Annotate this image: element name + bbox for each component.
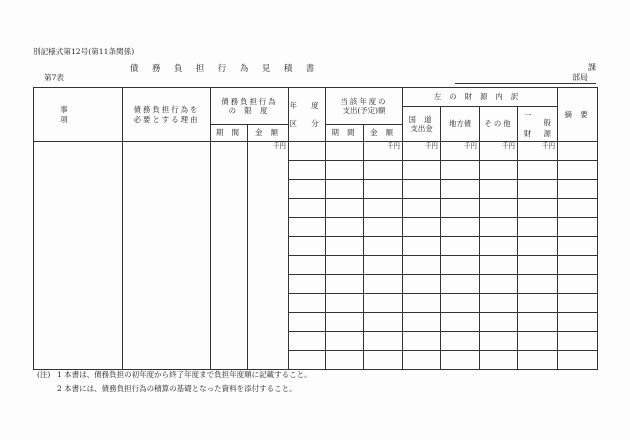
header-sources: 左の財源内訳 xyxy=(403,88,558,107)
table-cell xyxy=(289,256,326,275)
table-cell xyxy=(480,199,518,218)
table-cell xyxy=(441,180,480,199)
table-cell xyxy=(364,161,403,180)
table-cell xyxy=(441,294,480,313)
table-cell xyxy=(441,199,480,218)
table-cell xyxy=(518,199,558,218)
table-cell xyxy=(441,237,480,256)
header-ippan: 一 般 財 源 xyxy=(518,107,558,142)
header-period: 期 間 xyxy=(211,125,248,142)
note-item-1: 1 本書は、債務負担の初年度から終了年度まで負担年度順に記載すること。 xyxy=(57,370,312,379)
table-cell xyxy=(326,313,364,332)
note-label: (注) xyxy=(37,370,51,379)
unit-label: 千円 xyxy=(364,142,403,161)
table-cell xyxy=(480,180,518,199)
table-cell xyxy=(558,218,598,237)
table-cell xyxy=(518,294,558,313)
table-cell xyxy=(518,218,558,237)
unit-label: 千円 xyxy=(480,142,518,161)
table-cell xyxy=(403,351,441,370)
table-cell xyxy=(289,275,326,294)
table-cell xyxy=(480,218,518,237)
table-cell xyxy=(326,351,364,370)
unit-label: 千円 xyxy=(403,142,441,161)
table-cell xyxy=(480,256,518,275)
table-cell xyxy=(364,313,403,332)
table-cell xyxy=(326,237,364,256)
table-cell xyxy=(289,294,326,313)
table-cell xyxy=(558,275,598,294)
header-chihosai: 地方債 xyxy=(441,107,480,142)
table-cell xyxy=(480,161,518,180)
reason-cell xyxy=(123,142,211,370)
table-cell xyxy=(403,313,441,332)
header-jiko: 事 項 xyxy=(34,88,123,142)
header-current-amount: 金 額 xyxy=(364,125,403,142)
table-cell xyxy=(558,332,598,351)
table-cell xyxy=(326,180,364,199)
table-cell xyxy=(480,332,518,351)
table-cell xyxy=(518,332,558,351)
table-cell xyxy=(558,313,598,332)
limit-period-cell xyxy=(211,142,248,370)
table-cell xyxy=(518,180,558,199)
table-cell xyxy=(403,275,441,294)
table-cell xyxy=(441,218,480,237)
header-tekiyo: 摘 要 xyxy=(558,88,598,142)
table-cell xyxy=(558,256,598,275)
table-cell xyxy=(326,218,364,237)
table-cell xyxy=(364,218,403,237)
header-nendo-kubun: 年 度 区 分 xyxy=(289,88,326,142)
table-cell xyxy=(289,142,326,161)
table-cell xyxy=(480,351,518,370)
table-cell xyxy=(441,256,480,275)
table-cell xyxy=(289,332,326,351)
header-current-period: 期 間 xyxy=(326,125,364,142)
table-cell xyxy=(518,161,558,180)
table-cell xyxy=(558,180,598,199)
table-cell xyxy=(558,237,598,256)
table-cell xyxy=(364,237,403,256)
table-cell xyxy=(364,180,403,199)
table-cell xyxy=(403,294,441,313)
table-cell xyxy=(403,256,441,275)
table-cell xyxy=(441,275,480,294)
table-cell xyxy=(518,313,558,332)
limit-amount-cell: 千円 xyxy=(248,142,289,370)
table-cell xyxy=(326,161,364,180)
table-cell xyxy=(326,294,364,313)
table-cell xyxy=(518,237,558,256)
table-cell xyxy=(403,237,441,256)
table-cell xyxy=(558,351,598,370)
header-kokudo: 国 道 支出金 xyxy=(403,107,441,142)
unit-label: 千円 xyxy=(518,142,558,161)
document-title: 債務負担行為見積書 xyxy=(130,63,328,73)
table-cell xyxy=(558,294,598,313)
table-cell xyxy=(403,180,441,199)
header-amount: 金 額 xyxy=(248,125,289,142)
table-cell xyxy=(289,313,326,332)
table-cell xyxy=(480,237,518,256)
table-cell xyxy=(403,161,441,180)
unit-label: 千円 xyxy=(441,142,480,161)
department-label: 部局 xyxy=(572,73,588,82)
table-cell xyxy=(289,161,326,180)
header-limit: 債務負担行為 の 限 度 xyxy=(211,88,289,125)
table-cell xyxy=(364,256,403,275)
table-cell xyxy=(289,180,326,199)
form-number: 第7表 xyxy=(44,73,65,82)
table-cell xyxy=(289,199,326,218)
table-cell xyxy=(558,142,598,161)
header-sonota: その他 xyxy=(480,107,518,142)
table-cell xyxy=(326,332,364,351)
table-cell xyxy=(326,275,364,294)
form-reference: 別記様式第12号(第11条関係) xyxy=(33,47,135,56)
jiko-cell xyxy=(34,142,123,370)
table-cell xyxy=(518,256,558,275)
table-cell xyxy=(364,332,403,351)
table-cell xyxy=(441,313,480,332)
table-cell xyxy=(326,199,364,218)
table-cell xyxy=(326,256,364,275)
section-label: 課 xyxy=(588,63,596,72)
table-cell xyxy=(441,351,480,370)
table-cell xyxy=(558,161,598,180)
table-cell xyxy=(289,351,326,370)
table-cell xyxy=(441,332,480,351)
header-reason: 債務負担行為を 必要とする理由 xyxy=(123,88,211,142)
table-cell xyxy=(289,218,326,237)
table-cell xyxy=(480,294,518,313)
table-cell xyxy=(403,199,441,218)
table-cell xyxy=(403,218,441,237)
header-current-year: 当該年度の 支出(予定)額 xyxy=(326,88,403,125)
table-cell xyxy=(403,332,441,351)
estimate-table xyxy=(33,87,598,370)
table-cell xyxy=(480,313,518,332)
table-cell xyxy=(364,199,403,218)
table-cell xyxy=(364,275,403,294)
table-cell xyxy=(326,142,364,161)
table-cell xyxy=(289,237,326,256)
table-cell xyxy=(518,275,558,294)
table-cell xyxy=(364,351,403,370)
table-cell xyxy=(364,294,403,313)
table-cell xyxy=(558,199,598,218)
table-cell xyxy=(441,161,480,180)
table-cell xyxy=(480,275,518,294)
note-item-2: 2 本書には、債務負担行為の積算の基礎となった資料を添付すること。 xyxy=(57,384,297,393)
department-underline xyxy=(455,83,596,84)
table-cell xyxy=(518,351,558,370)
